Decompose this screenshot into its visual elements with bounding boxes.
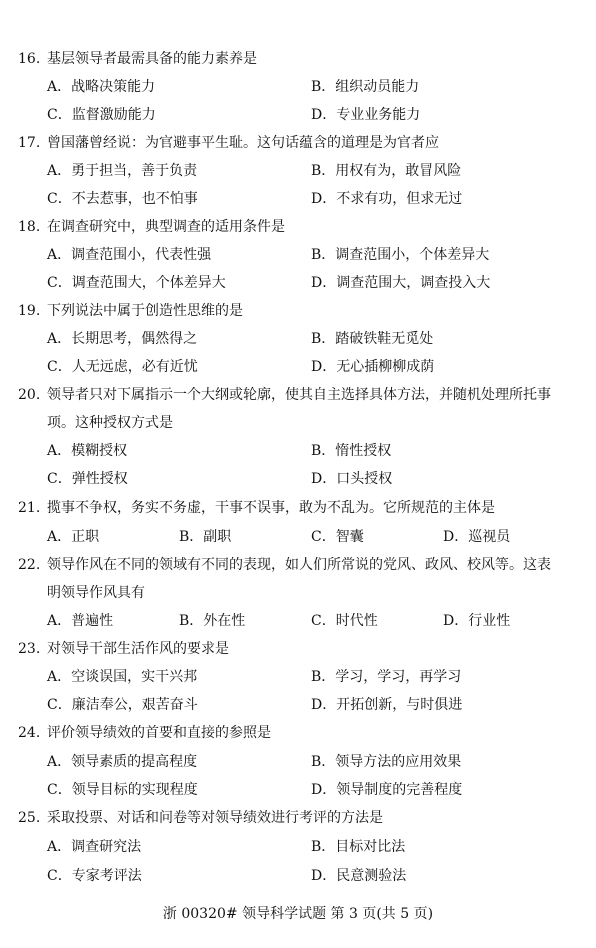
option-b: B．踏破铁鞋无觅处 [311,331,434,347]
option-b: B．目标对比法 [311,839,406,855]
question-number: 24. [18,725,41,741]
question-text: 基层领导者最需具备的能力素养是 [47,51,257,67]
option-b: B．惰性授权 [311,443,392,459]
question-22-stem [0,551,596,579]
option-c: C．调查范围大，个体差异大 [47,275,226,291]
option-d: D．口头授权 [311,471,393,487]
question-17-options-row [0,185,596,213]
question-21-options-row [0,523,596,551]
question-22-stem-continued [0,579,596,607]
option-a: A．正职 [47,529,100,545]
question-24-options-row [0,748,596,776]
question-18-options-row [0,269,596,297]
option-a: A．调查研究法 [47,839,142,855]
option-a: A．调查范围小，代表性强 [47,247,212,263]
question-18-options-row [0,241,596,269]
question-text: 领导作风在不同的领域有不同的表现，如人们所常说的党风、政风、校风等。这表 [47,557,551,573]
option-a: A．长期思考，偶然得之 [47,331,198,347]
option-c: C．监督激励能力 [47,107,156,123]
question-21-stem [0,494,596,522]
question-25-options-row [0,862,596,890]
question-number: 16. [18,51,41,67]
question-25-stem [0,804,596,832]
option-b: B．调查范围小，个体差异大 [311,247,490,263]
option-a: A．勇于担当，善于负责 [47,163,198,179]
question-19-options-row [0,325,596,353]
question-number: 25. [18,810,41,826]
option-d: D．专业业务能力 [311,107,421,123]
question-text: 领导者只对下属指示一个大纲或轮廓，使其自主选择具体方法，并随机处理所托事 [47,387,551,403]
option-d: D．调查范围大，调查投入大 [311,275,491,291]
option-a: A．战略决策能力 [47,79,156,95]
option-c: C．时代性 [311,613,378,629]
option-d: D．民意测验法 [311,868,407,884]
question-number: 22. [18,557,41,573]
option-a: A．空谈误国，实干兴邦 [47,669,198,685]
option-a: A．模糊授权 [47,443,128,459]
option-b: B．学习，学习，再学习 [311,669,462,685]
option-c: C．弹性授权 [47,471,128,487]
option-a: A．领导素质的提高程度 [47,754,198,770]
question-text: 评价领导绩效的首要和直接的参照是 [47,725,271,741]
question-number: 23. [18,641,41,657]
question-19-options-row [0,353,596,381]
question-23-options-row [0,691,596,719]
option-c: C．不去惹事，也不怕事 [47,191,198,207]
question-text: 下列说法中属于创造性思维的是 [47,303,243,319]
question-25-options-row [0,833,596,861]
question-20-stem-continued [0,409,596,437]
option-d: D．领导制度的完善程度 [311,782,463,798]
option-c: C．智囊 [311,529,364,545]
option-d: D．行业性 [443,613,511,629]
question-16-options-row [0,73,596,101]
option-b: B．领导方法的应用效果 [311,754,462,770]
question-text: 揽事不争权，务实不务虚，干事不误事，敢为不乱为。它所规范的主体是 [47,500,495,516]
question-text-continued: 项。这种授权方式是 [47,415,173,431]
question-16-stem [0,45,596,73]
option-c: C．专家考评法 [47,868,142,884]
option-d: D．巡视员 [443,529,511,545]
question-text: 采取投票、对话和问卷等对领导绩效进行考评的方法是 [47,810,383,826]
question-23-options-row [0,663,596,691]
option-c: C．廉洁奉公，艰苦奋斗 [47,697,198,713]
option-d: D．无心插柳柳成荫 [311,359,435,375]
question-text-continued: 明领导作风具有 [47,585,145,601]
option-d: D．不求有功，但求无过 [311,191,463,207]
question-text: 曾国藩曾经说：为官避事平生耻。这句话蕴含的道理是为官者应 [47,135,439,151]
question-number: 21. [18,500,41,516]
question-number: 19. [18,303,41,319]
option-c: C．领导目标的实现程度 [47,782,198,798]
option-b: B．用权有为，敢冒风险 [311,163,462,179]
option-c: C．人无远虑，必有近忧 [47,359,198,375]
question-20-options-row [0,465,596,493]
option-a: A．普遍性 [47,613,114,629]
question-23-stem [0,635,596,663]
page-footer: 浙 00320# 领导科学试题 第 3 页(共 5 页) [162,906,434,922]
question-20-options-row [0,437,596,465]
question-24-stem [0,719,596,747]
question-number: 18. [18,219,41,235]
option-b: B．外在性 [179,613,246,629]
question-text: 对领导干部生活作风的要求是 [47,641,229,657]
question-17-stem [0,129,596,157]
option-d: D．开拓创新，与时俱进 [311,697,463,713]
question-18-stem [0,213,596,241]
question-24-options-row [0,776,596,804]
question-text: 在调查研究中，典型调查的适用条件是 [47,219,285,235]
question-16-options-row [0,101,596,129]
question-19-stem [0,297,596,325]
option-b: B．组织动员能力 [311,79,420,95]
question-number: 17. [18,135,41,151]
option-b: B．副职 [179,529,232,545]
question-17-options-row [0,157,596,185]
question-20-stem [0,381,596,409]
question-number: 20. [18,387,41,403]
question-22-options-row [0,607,596,635]
